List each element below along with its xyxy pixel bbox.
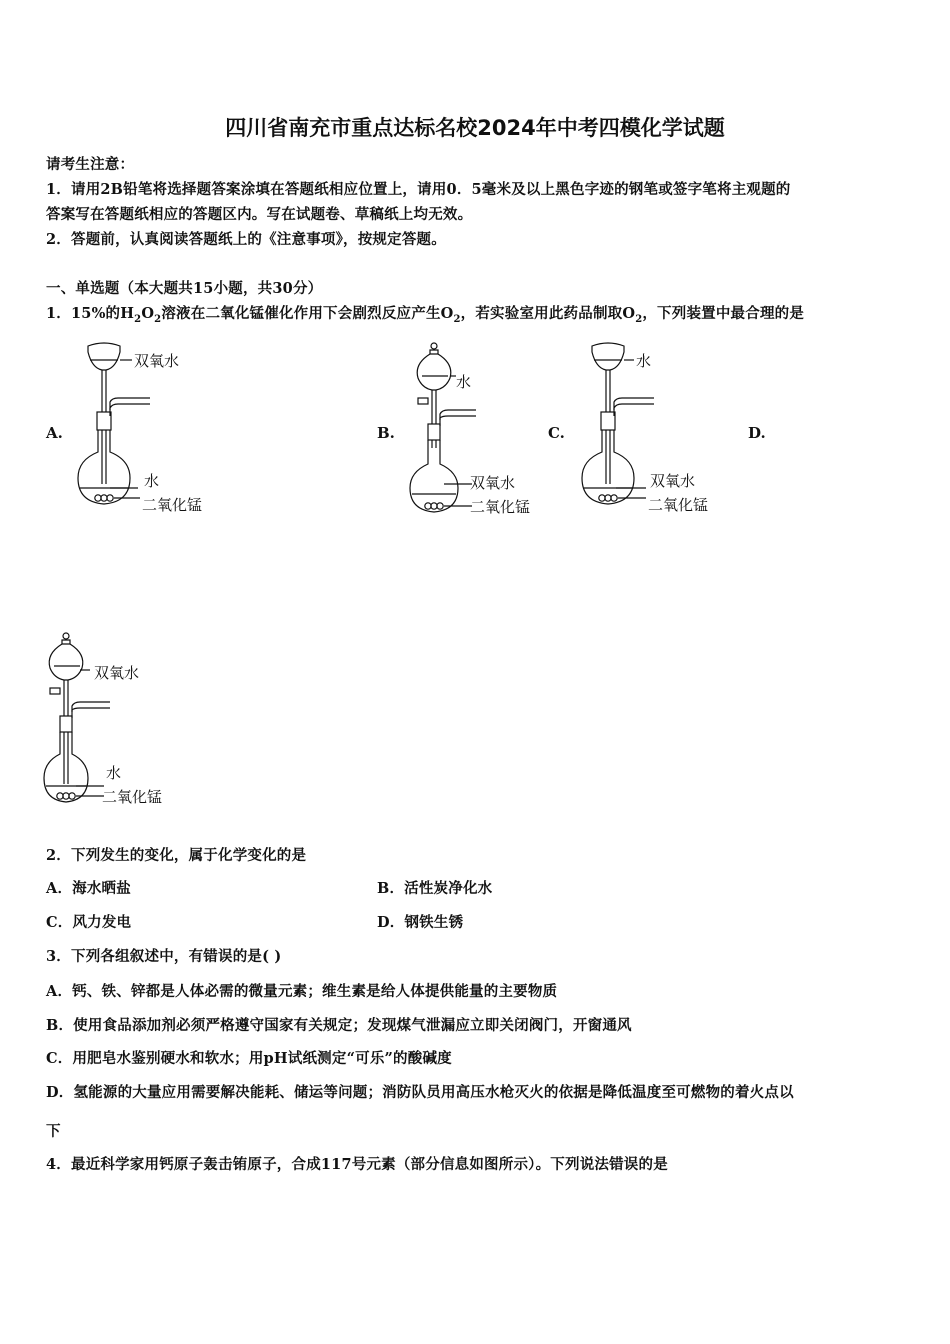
notice-heading: 请考生注意： xyxy=(46,156,135,173)
diagram-d-top-label: 双氧水 xyxy=(94,664,140,682)
apparatus-diagram-d xyxy=(40,628,200,810)
diagram-d-label-1: 水 xyxy=(106,764,122,782)
page-title: 四川省南充市重点达标名校2024年中考四模化学试题 xyxy=(225,116,725,140)
question-2-option-a: A．海水晒盐 xyxy=(46,880,131,897)
question-2-option-c: C．风力发电 xyxy=(46,914,132,931)
question-3-option-c: C．用肥皂水鉴别硬水和软水；用pH试纸测定“可乐”的酸碱度 xyxy=(46,1050,452,1067)
option-c-label: C. xyxy=(548,424,565,442)
notice-item-1-line-2: 答案写在答题纸相应的答题区内。写在试题卷、草稿纸上均无效。 xyxy=(46,206,473,223)
diagram-c-label-1: 双氧水 xyxy=(650,472,696,490)
diagram-b-label-1: 双氧水 xyxy=(470,474,516,492)
question-3-option-a: A．钙、铁、锌都是人体必需的微量元素；维生素是给人体提供能量的主要物质 xyxy=(46,983,558,1000)
apparatus-diagram-b xyxy=(400,338,560,520)
diagram-b-top-label: 水 xyxy=(456,373,472,391)
diagram-a-label-1: 水 xyxy=(144,472,160,490)
diagram-c-top-label: 水 xyxy=(636,352,652,370)
diagram-a-top-label: 双氧水 xyxy=(134,352,180,370)
question-2-stem: 2．下列发生的变化，属于化学变化的是 xyxy=(46,847,307,864)
section-heading: 一、单选题（本大题共15小题，共30分） xyxy=(46,280,323,297)
notice-item-2: 2．答题前，认真阅读答题纸上的《注意事项》，按规定答题。 xyxy=(46,231,446,248)
diagram-d-label-2: 二氧化锰 xyxy=(102,788,163,806)
question-3-option-d-line-1: D．氢能源的大量应用需要解决能耗、储运等问题；消防队员用高压水枪灭火的依据是降低温度至可燃物的着火点以 xyxy=(46,1084,794,1101)
option-b-label: B. xyxy=(377,424,395,442)
question-3-option-d-line-2: 下 xyxy=(46,1123,61,1140)
question-4-stem: 4．最近科学家用钙原子轰击铕原子，合成117号元素（部分信息如图所示）。下列说法错误的是 xyxy=(46,1156,668,1173)
diagram-a-label-2: 二氧化锰 xyxy=(142,496,203,514)
question-2-option-d: D．钢铁生锈 xyxy=(377,914,464,931)
notice-item-1-line-1: 1．请用2B铅笔将选择题答案涂填在答题纸相应位置上，请用0．5毫米及以上黑色字迹的钢笔或签字笔将主观题的 xyxy=(46,181,791,198)
apparatus-diagram-a xyxy=(70,338,230,520)
apparatus-diagram-c xyxy=(574,338,734,520)
diagram-c-label-2: 二氧化锰 xyxy=(648,496,709,514)
option-d-label: D. xyxy=(748,424,766,442)
question-1-stem: 1．15%的$H_2O_2$溶液在二氧化锰催化作用下会剧烈反应产生$O_2$，若实验室用此药品制取$O_2$，下列装置中最合理的是 xyxy=(46,305,805,325)
question-2-option-b: B．活性炭净化水 xyxy=(377,880,493,897)
question-3-stem: 3．下列各组叙述中，有错误的是( ) xyxy=(46,948,282,965)
option-a-label: A. xyxy=(46,424,63,442)
diagram-b-label-2: 二氧化锰 xyxy=(470,498,531,516)
question-3-option-b: B．使用食品添加剂必须严格遵守国家有关规定；发现煤气泄漏应立即关闭阀门，开窗通风 xyxy=(46,1017,632,1034)
